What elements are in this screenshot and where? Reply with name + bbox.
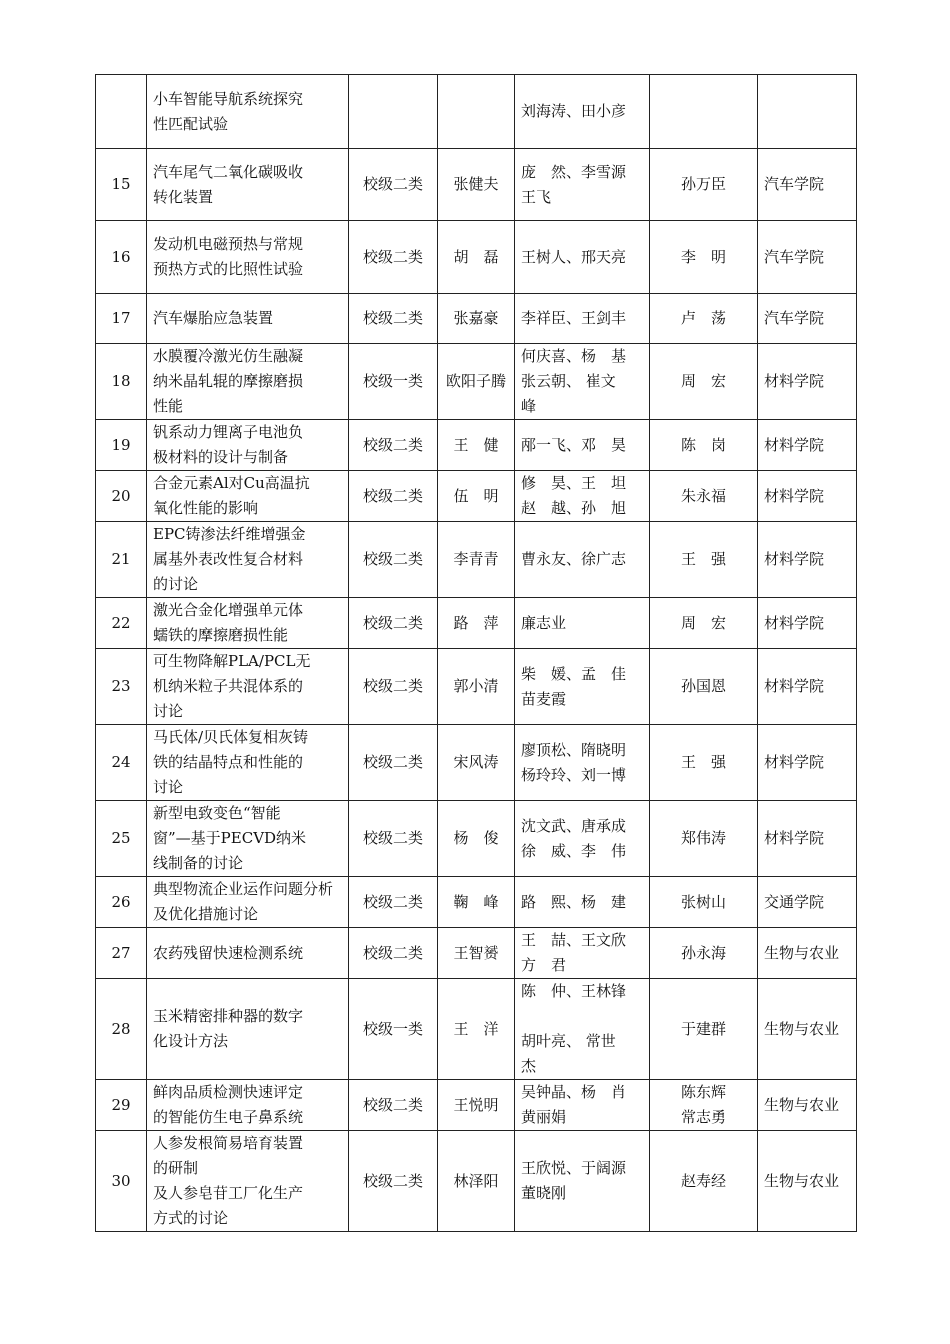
project-members-line: [521, 1004, 643, 1029]
project-members-line: 杨玲玲、刘一博: [521, 765, 627, 784]
row-number-text: 19: [111, 435, 131, 454]
project-leader: [438, 1131, 515, 1232]
project-members: [515, 598, 650, 649]
project-members-line: 庞 然、李雪源: [521, 162, 627, 181]
project-college-text: 汽车学院: [764, 247, 825, 266]
project-level-text: 校级二类: [362, 753, 423, 771]
row-number-text: 29: [111, 1095, 131, 1114]
project-leader: [438, 344, 515, 420]
project-members-line: 方 君: [521, 956, 567, 974]
project-level-text: 校级二类: [362, 892, 423, 911]
project-leader: [438, 75, 515, 149]
project-title: [147, 471, 349, 522]
project-title: [147, 149, 349, 221]
table-row: [96, 979, 857, 1080]
project-college-text: 材料学院: [764, 435, 825, 454]
project-college-text: 生物与农业: [764, 943, 840, 962]
project-title-line: 方式的讨论: [153, 1209, 229, 1227]
project-members: [515, 725, 650, 801]
project-title-line: 马氏体/贝氏体复相灰铸: [153, 728, 309, 746]
project-title-line: 转化装置: [153, 187, 214, 206]
project-title: [147, 420, 349, 471]
project-advisor-text: 卢 荡: [680, 309, 726, 327]
project-level: [349, 1080, 438, 1131]
project-members: [515, 420, 650, 471]
project-leader: [438, 725, 515, 801]
project-title: [147, 725, 349, 801]
table-row: [96, 877, 857, 928]
project-advisor-text: 孙永海: [680, 943, 726, 962]
project-advisor: [650, 979, 758, 1080]
table-row: [96, 149, 857, 221]
project-advisor-line: 常志勇: [680, 1108, 726, 1126]
project-title-line: 机纳米粒子共混体系的: [153, 677, 304, 695]
project-college: [758, 294, 857, 344]
project-level-text: 校级二类: [362, 175, 423, 193]
project-level: [349, 1131, 438, 1232]
project-leader-text: 王 健: [453, 435, 499, 454]
project-college-text: 生物与农业: [764, 1095, 840, 1114]
row-number-text: 17: [111, 309, 131, 327]
project-leader-text: 路 萍: [453, 613, 499, 632]
project-members-line: 杰: [521, 1057, 537, 1075]
row-number: [96, 598, 147, 649]
project-leader: [438, 598, 515, 649]
project-college-text: 材料学院: [764, 550, 825, 568]
project-advisor: [650, 928, 758, 979]
project-leader: [438, 471, 515, 522]
project-title-line: 的智能仿生电子鼻系统: [153, 1108, 304, 1126]
project-title-line: 钒系动力锂离子电池负: [153, 423, 304, 441]
project-level: [349, 522, 438, 598]
project-college-text: 材料学院: [764, 829, 825, 847]
project-college-text: 汽车学院: [764, 175, 825, 193]
project-members-line: 廖顶松、隋晓明: [521, 740, 627, 759]
project-leader: [438, 1080, 515, 1131]
project-level: [349, 928, 438, 979]
project-members-line: 王飞: [521, 187, 552, 206]
project-leader: [438, 522, 515, 598]
project-leader-text: 欧阳子腾: [445, 372, 506, 390]
project-advisor: [650, 471, 758, 522]
project-members-line: 廉志业: [521, 613, 567, 632]
project-members-line: 张云朝、 崔文: [521, 372, 616, 390]
project-title-line: 性能: [153, 397, 184, 415]
project-college: [758, 471, 857, 522]
table-row: [96, 1131, 857, 1232]
row-number: [96, 522, 147, 598]
project-title-line: 可生物降解PLA/PCL无: [153, 652, 311, 670]
table-row: [96, 598, 857, 649]
project-advisor-text: 周 宏: [680, 372, 726, 390]
project-college-text: 交通学院: [764, 892, 825, 911]
row-number: [96, 75, 147, 149]
project-level-text: 校级二类: [362, 247, 423, 266]
project-title-line: 水膜覆冷激光仿生融凝: [153, 347, 304, 365]
project-members: [515, 1131, 650, 1232]
project-title-line: 激光合金化增强单元体: [153, 601, 304, 619]
project-members-line: 吴钟晶、杨 肖: [521, 1083, 627, 1101]
project-leader-text: 胡 磊: [453, 247, 499, 266]
project-advisor: [650, 649, 758, 725]
project-advisor-text: 孙国恩: [680, 677, 726, 695]
project-title: [147, 75, 349, 149]
project-title: [147, 598, 349, 649]
project-leader-text: 李青青: [453, 550, 499, 568]
project-advisor-text: 朱永福: [680, 486, 726, 505]
project-members: [515, 928, 650, 979]
row-number-text: 25: [111, 829, 131, 847]
row-number: [96, 725, 147, 801]
project-advisor: [650, 75, 758, 149]
project-level: [349, 75, 438, 149]
project-members: [515, 522, 650, 598]
row-number: [96, 1080, 147, 1131]
project-college-text: 材料学院: [764, 677, 825, 695]
row-number-text: 26: [111, 892, 131, 911]
project-college: [758, 420, 857, 471]
project-advisor-text: 陈 岗: [680, 435, 726, 454]
project-title-line: 讨论: [153, 702, 184, 720]
project-college: [758, 649, 857, 725]
row-number: [96, 649, 147, 725]
project-title-line: 玉米精密排种器的数字: [153, 1007, 304, 1025]
project-level-text: 校级一类: [362, 1019, 423, 1038]
project-advisor: [650, 522, 758, 598]
row-number: [96, 877, 147, 928]
project-title: [147, 928, 349, 979]
project-level-text: 校级二类: [362, 829, 423, 847]
project-level-text: 校级二类: [362, 309, 423, 327]
project-advisor: [650, 344, 758, 420]
project-title-line: 纳米晶轧辊的摩擦磨损: [153, 372, 304, 390]
project-members: [515, 649, 650, 725]
project-title-line: 汽车爆胎应急装置: [153, 309, 274, 327]
project-title: [147, 344, 349, 420]
project-title-line: 属基外表改性复合材料: [153, 550, 304, 568]
row-number-text: 27: [111, 943, 131, 962]
project-advisor-text: 孙万臣: [680, 175, 726, 193]
table-row: [96, 522, 857, 598]
project-members-line: 苗麦霞: [521, 689, 567, 708]
project-members-line: 董晓刚: [521, 1184, 567, 1202]
row-number-text: 15: [111, 175, 131, 193]
project-title: [147, 877, 349, 928]
project-members-line: 王 喆、王文欣: [521, 931, 627, 949]
project-advisor-text: 于建群: [680, 1019, 726, 1038]
project-title-line: 小车智能导航系统探究: [153, 89, 304, 108]
project-advisor: [650, 801, 758, 877]
row-number: [96, 149, 147, 221]
row-number-text: 23: [111, 677, 131, 695]
project-title: [147, 294, 349, 344]
row-number: [96, 294, 147, 344]
project-advisor: [650, 598, 758, 649]
row-number: [96, 420, 147, 471]
table-row: [96, 471, 857, 522]
project-level: [349, 979, 438, 1080]
row-number: [96, 344, 147, 420]
project-members: [515, 294, 650, 344]
project-level-text: 校级二类: [362, 1171, 423, 1190]
project-college-text: 生物与农业: [764, 1019, 840, 1038]
project-title-line: 化设计方法: [153, 1032, 229, 1050]
table-row: [96, 649, 857, 725]
row-number: [96, 1131, 147, 1232]
project-level: [349, 420, 438, 471]
project-advisor-text: 周 宏: [680, 613, 726, 632]
project-members: [515, 1080, 650, 1131]
project-title: [147, 522, 349, 598]
project-title-line: 极材料的设计与制备: [153, 448, 289, 466]
project-title: [147, 979, 349, 1080]
project-level: [349, 344, 438, 420]
project-college-text: 材料学院: [764, 753, 825, 771]
table-row: [96, 928, 857, 979]
project-advisor: [650, 294, 758, 344]
project-level: [349, 801, 438, 877]
project-advisor: [650, 725, 758, 801]
project-level-text: 校级二类: [362, 550, 423, 568]
row-number: [96, 801, 147, 877]
project-college: [758, 598, 857, 649]
project-leader-text: 伍 明: [453, 486, 499, 505]
project-advisor: [650, 420, 758, 471]
row-number-text: 16: [111, 247, 131, 266]
row-number-text: 22: [111, 613, 131, 632]
project-college-text: 材料学院: [764, 372, 825, 390]
row-number-text: 24: [111, 753, 131, 771]
project-college: [758, 522, 857, 598]
project-college-text: 汽车学院: [764, 309, 825, 327]
project-advisor: [650, 1131, 758, 1232]
project-level: [349, 149, 438, 221]
project-college: [758, 1131, 857, 1232]
project-leader: [438, 928, 515, 979]
project-leader-text: 郭小清: [453, 677, 499, 695]
project-leader: [438, 221, 515, 294]
project-members: [515, 979, 650, 1080]
project-title-line: 氧化性能的影响: [153, 499, 259, 517]
project-leader-text: 杨 俊: [453, 829, 499, 847]
project-title: [147, 221, 349, 294]
project-level-text: 校级二类: [362, 677, 423, 695]
project-level-text: 校级二类: [362, 1095, 423, 1114]
project-members-line: 何庆喜、杨 基: [521, 347, 627, 365]
project-leader: [438, 420, 515, 471]
project-members-line: 柴 媛、孟 佳: [521, 664, 627, 683]
project-level-text: 校级二类: [362, 486, 423, 505]
project-members: [515, 344, 650, 420]
project-leader-text: 宋风涛: [453, 753, 499, 771]
project-college-text: 材料学院: [764, 613, 825, 632]
table-row: [96, 1080, 857, 1131]
project-members: [515, 877, 650, 928]
project-level: [349, 725, 438, 801]
project-members: [515, 801, 650, 877]
project-members-line: 胡叶亮、 常世: [521, 1032, 616, 1050]
project-level: [349, 471, 438, 522]
table-row: [96, 420, 857, 471]
project-level-text: 校级一类: [362, 372, 423, 390]
row-number: [96, 221, 147, 294]
project-leader-text: 王 洋: [453, 1019, 499, 1038]
table-row: [96, 725, 857, 801]
project-title-line: 蠕铁的摩擦磨损性能: [153, 626, 289, 644]
project-leader: [438, 149, 515, 221]
project-members-line: 刘海涛、田小彦: [521, 102, 627, 120]
project-college: [758, 75, 857, 149]
row-number-text: 28: [111, 1019, 131, 1038]
project-members-line: 沈文武、唐承成: [521, 816, 627, 835]
row-number-text: 18: [111, 372, 131, 390]
project-title-line: 新型电致变色“智能: [153, 804, 281, 822]
project-college: [758, 928, 857, 979]
project-level: [349, 294, 438, 344]
project-advisor: [650, 877, 758, 928]
project-leader-text: 王悦明: [453, 1095, 499, 1114]
project-title-line: 鲜肉品质检测快速评定: [153, 1083, 304, 1101]
project-title-line: 窗”—基于PECVD纳米: [153, 829, 307, 847]
table-row: [96, 344, 857, 420]
project-level-text: 校级二类: [362, 613, 423, 632]
project-members-line: 峰: [521, 397, 537, 415]
project-title-line: 讨论: [153, 778, 184, 796]
project-title-line: 汽车尾气二氧化碳吸收: [153, 162, 304, 181]
project-leader-text: 王智赟: [453, 943, 499, 962]
project-title-line: 性匹配试验: [153, 114, 229, 133]
project-college: [758, 1080, 857, 1131]
project-advisor: [650, 221, 758, 294]
project-title-line: 典型物流企业运作问题分析: [153, 880, 334, 898]
project-title-line: 的研制: [153, 1159, 199, 1177]
project-members-line: 王欣悦、于阔源: [521, 1159, 627, 1177]
project-title-line: 的讨论: [153, 575, 199, 593]
project-college: [758, 344, 857, 420]
project-advisor: [650, 149, 758, 221]
project-level: [349, 649, 438, 725]
project-advisor-line: 陈东辉: [680, 1083, 726, 1101]
project-title-line: 人参发根简易培育装置: [153, 1134, 304, 1152]
project-members-line: 邴一飞、邓 昊: [521, 435, 627, 454]
project-college: [758, 877, 857, 928]
project-title-line: 线制备的讨论: [153, 854, 244, 872]
project-members-line: 路 熙、杨 建: [521, 892, 627, 911]
table-row: [96, 221, 857, 294]
table-row: [96, 75, 857, 149]
project-college-text: 材料学院: [764, 486, 825, 505]
row-number: [96, 471, 147, 522]
project-college: [758, 801, 857, 877]
row-number-text: 20: [111, 486, 131, 505]
project-level-text: 校级二类: [362, 943, 423, 962]
project-level: [349, 877, 438, 928]
project-members-line: 赵 越、孙 旭: [521, 499, 627, 517]
project-advisor-text: 李 明: [680, 247, 726, 266]
project-title: [147, 801, 349, 877]
project-title-line: 预热方式的比照性试验: [153, 260, 304, 278]
project-members: [515, 149, 650, 221]
project-members-line: 修 昊、王 坦: [521, 474, 627, 492]
project-title-line: 合金元素Al对Cu高温抗: [153, 474, 310, 492]
project-table-body: [96, 75, 857, 1232]
project-college-text: 生物与农业: [764, 1171, 840, 1190]
row-number-text: 21: [111, 550, 131, 568]
project-advisor-text: 张树山: [680, 892, 726, 911]
project-college: [758, 149, 857, 221]
project-title-line: EPC铸渗法纤维增强金: [153, 525, 306, 543]
row-number: [96, 928, 147, 979]
project-level-text: 校级二类: [362, 435, 423, 454]
project-leader-text: 张健夫: [453, 175, 499, 193]
project-leader-text: 林泽阳: [453, 1171, 499, 1190]
project-title: [147, 1131, 349, 1232]
project-title: [147, 1080, 349, 1131]
project-title-line: 农药残留快速检测系统: [153, 943, 304, 962]
project-members-line: 陈 仲、王林锋: [521, 982, 627, 1000]
project-members-line: 曹永友、徐广志: [521, 550, 627, 568]
project-advisor-text: 王 强: [680, 550, 726, 568]
project-members-line: 徐 威、李 伟: [521, 841, 627, 860]
project-title-line: 及优化措施讨论: [153, 905, 259, 923]
project-leader: [438, 979, 515, 1080]
project-advisor: [650, 1080, 758, 1131]
project-title-line: 铁的结晶特点和性能的: [153, 753, 304, 771]
project-title-line: 发动机电磁预热与常规: [153, 235, 304, 253]
project-college: [758, 979, 857, 1080]
row-number: [96, 979, 147, 1080]
project-level: [349, 221, 438, 294]
project-advisor-text: 王 强: [680, 753, 726, 771]
project-title: [147, 649, 349, 725]
table-row: [96, 294, 857, 344]
project-members-line: 黄丽娟: [521, 1108, 567, 1126]
project-members-line: 李祥臣、王剑丰: [521, 309, 627, 327]
project-members: [515, 221, 650, 294]
table-row: [96, 801, 857, 877]
project-members: [515, 471, 650, 522]
project-leader-text: 张嘉豪: [453, 309, 499, 327]
project-title-line: 及人参皂苷工厂化生产: [153, 1184, 304, 1202]
project-leader: [438, 649, 515, 725]
project-leader: [438, 801, 515, 877]
project-college: [758, 221, 857, 294]
project-leader: [438, 877, 515, 928]
project-leader-text: 鞠 峰: [453, 892, 499, 911]
project-college: [758, 725, 857, 801]
project-table: [95, 74, 857, 1232]
project-members: [515, 75, 650, 149]
project-level: [349, 598, 438, 649]
row-number-text: 30: [111, 1171, 131, 1190]
project-leader: [438, 294, 515, 344]
project-advisor-text: 郑伟涛: [680, 829, 726, 847]
project-members-line: 王树人、邢天亮: [521, 247, 627, 266]
project-advisor-text: 赵寿经: [680, 1171, 726, 1190]
